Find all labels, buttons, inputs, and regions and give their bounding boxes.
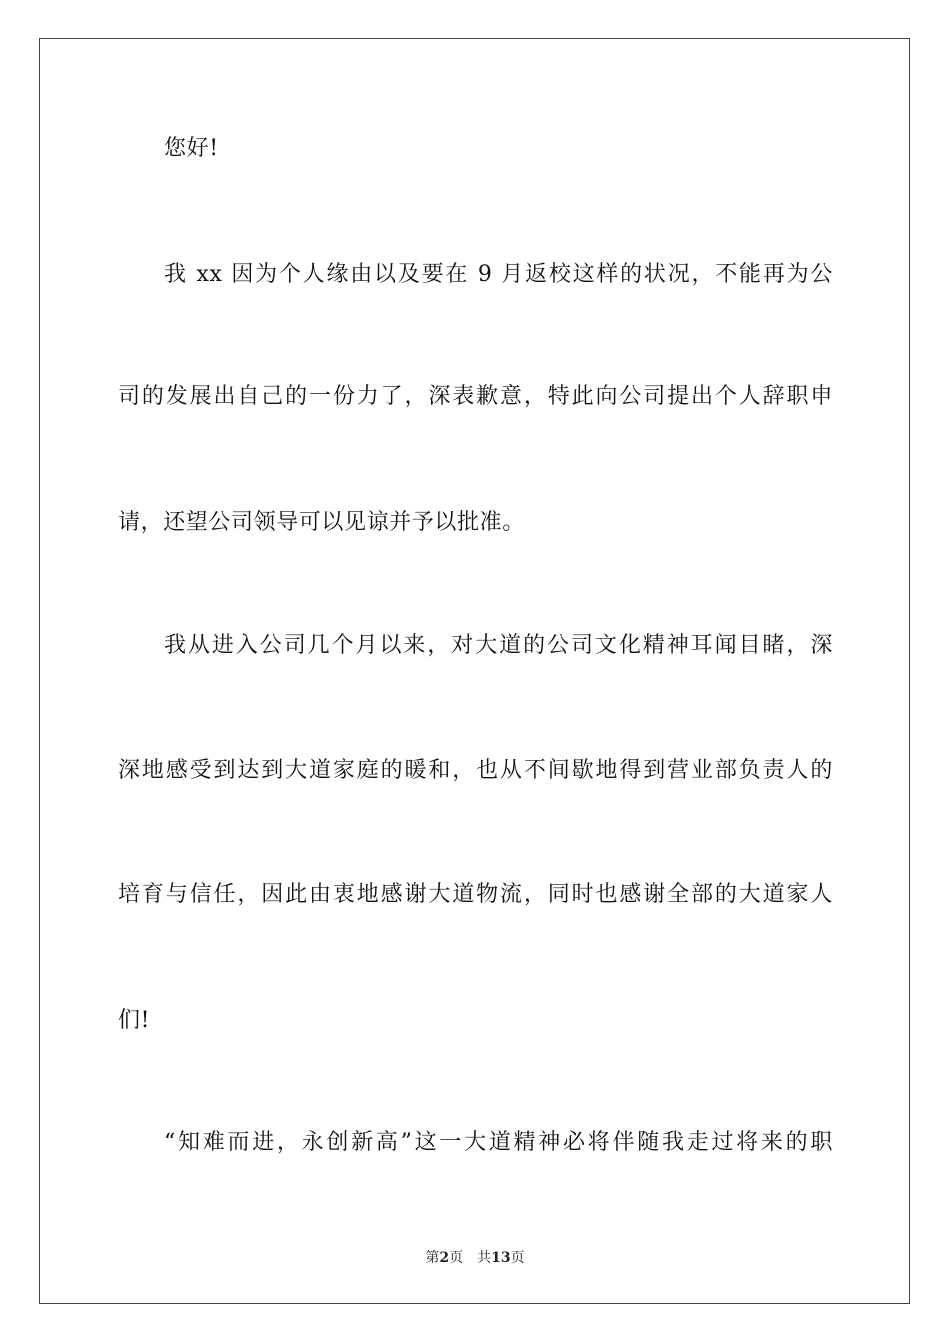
page-border — [39, 38, 910, 1304]
page-prefix: 第 — [425, 1250, 440, 1266]
page-number: 2 — [439, 1250, 450, 1266]
total-prefix: 共 — [477, 1250, 492, 1266]
paragraph-3-line-1: “知难而进，永创新高”这一大道精神必将伴随我走过将来的职 — [164, 1130, 833, 1155]
paragraph-2-line-1: 我从进入公司几个月以来，对大道的公司文化精神耳闻目睹，深 — [164, 633, 833, 658]
page-suffix: 页 — [449, 1250, 464, 1266]
paragraph-1-line-2: 司的发展出自己的一份力了，深表歉意，特此向公司提出个人辞职申 — [118, 384, 833, 409]
paragraph-1-line-1: 我 xx 因为个人缘由以及要在 9 月返校这样的状况，不能再为公 — [164, 262, 833, 287]
paragraph-2-line-2: 深地感受到达到大道家庭的暖和，也从不间歇地得到营业部负责人的 — [118, 758, 833, 783]
paragraph-1-line-3: 请，还望公司领导可以见谅并予以批准。 — [118, 510, 525, 535]
page-footer — [0, 1247, 950, 1267]
total-suffix: 页 — [510, 1250, 525, 1266]
paragraph-2-line-4: 们! — [118, 1008, 151, 1033]
total-pages: 13 — [491, 1250, 511, 1266]
paragraph-2-line-3: 培育与信任，因此由衷地感谢大道物流，同时也感谢全部的大道家人 — [118, 882, 833, 907]
greeting-line: 您好! — [164, 136, 219, 161]
